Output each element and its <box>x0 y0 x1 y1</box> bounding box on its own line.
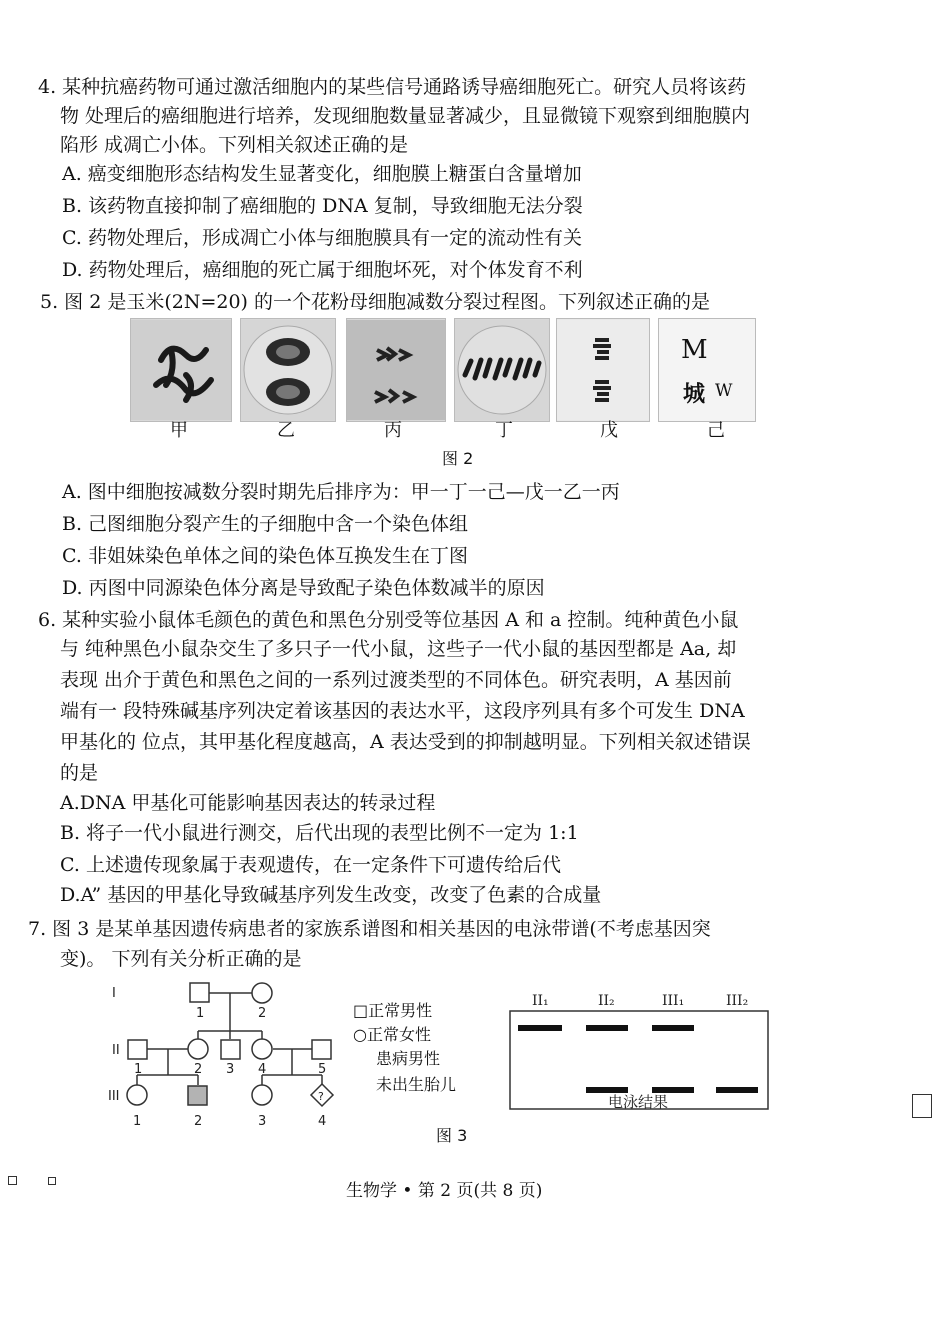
num-iii3: 3 <box>258 1114 267 1129</box>
pedigree-ii2-female <box>188 1039 208 1059</box>
legend-unborn-fetus: 未出生胎儿 <box>376 1075 457 1094</box>
q4-option-b: B. 该药物直接抑制了癌细胞的 DNA 复制，导致细胞无法分裂 <box>62 195 583 217</box>
band-iii2-bottom <box>716 1087 758 1093</box>
panel-label-yi: 乙 <box>277 420 295 441</box>
pedigree-iii2-affected-male <box>188 1086 207 1105</box>
micrograph-jia <box>130 318 232 422</box>
q7-stem-line1: 7. 图 3 是某单基因遗传病患者的家族系谱图和相关基因的电泳带谱(不考虑基因突 <box>28 918 711 940</box>
q6-stem-line2: 与 纯种黑色小鼠杂交生了多只子一代小鼠，这些子一代小鼠的基因型都是 Aa, 却 <box>60 638 737 660</box>
electrophoresis-gel <box>500 985 780 1115</box>
q4-option-a: A. 癌变细胞形态结构发生显著变化，细胞膜上糖蛋白含量增加 <box>62 163 582 185</box>
gen-label-i: I <box>112 986 116 1001</box>
q5-option-a: A. 图中细胞按减数分裂时期先后排序为：甲一丁一己—戊一乙一丙 <box>62 481 620 503</box>
q4-option-c: C. 药物处理后，形成凋亡小体与细胞膜具有一定的流动性有关 <box>62 227 582 249</box>
panel-label-ding: 丁 <box>495 420 513 441</box>
pedigree-chart <box>108 975 348 1140</box>
q4-stem-line1: 4. 某种抗癌药物可通过激活细胞内的某些信号通路诱导癌细胞死亡。研究人员将该药 <box>38 76 747 98</box>
q6-option-c: C. 上述遗传现象属于表观遗传，在一定条件下可遗传给后代 <box>60 854 561 876</box>
panel-label-ji: 己 <box>707 420 725 441</box>
band-ii2-top <box>586 1025 628 1031</box>
micrograph-ji-text-m: M <box>681 335 708 365</box>
legend-normal-female: ○正常女性 <box>353 1025 431 1044</box>
num-i2: 2 <box>258 1006 267 1021</box>
q6-option-d: D.A” 基因的甲基化导致碱基序列发生改变，改变了色素的合成量 <box>60 884 602 906</box>
gen-label-iii: III <box>108 1089 120 1104</box>
band-ii1-top <box>518 1025 562 1031</box>
fetus-question-mark: ? <box>318 1090 324 1103</box>
micrograph-yi <box>240 318 336 422</box>
page-footer: 生物学 • 第 2 页(共 8 页) <box>346 1181 543 1201</box>
micrograph-wu <box>556 318 650 422</box>
num-i1: 1 <box>196 1006 205 1021</box>
num-ii4: 4 <box>258 1062 267 1077</box>
gel-caption: 电泳结果 <box>608 1093 669 1111</box>
figure2-caption: 图 2 <box>442 449 474 468</box>
lane-label-ii1: II₁ <box>532 993 549 1009</box>
pedigree-ii1-male <box>128 1040 147 1059</box>
panel-label-jia: 甲 <box>170 420 188 441</box>
lane-label-iii1: III₁ <box>662 993 685 1009</box>
q6-option-a: A.DNA 甲基化可能影响基因表达的转录过程 <box>60 792 436 814</box>
pedigree-ii5-male <box>312 1040 331 1059</box>
num-iii2: 2 <box>194 1114 203 1129</box>
pedigree-iii1-female <box>127 1085 147 1105</box>
q5-option-b: B. 己图细胞分裂产生的子细胞中含一个染色体组 <box>62 513 469 535</box>
pedigree-i1-male <box>190 983 209 1002</box>
q6-stem-line5: 甲基化的 位点，其甲基化程度越高，A 表达受到的抑制越明显。下列相关叙述错误 <box>60 731 751 753</box>
num-ii3: 3 <box>226 1062 235 1077</box>
q4-stem-line3: 陷形 成凋亡小体。下列相关叙述正确的是 <box>60 134 409 156</box>
micrograph-bing <box>346 318 446 422</box>
margin-box-mark <box>912 1094 932 1118</box>
q4-option-d: D. 药物处理后，癌细胞的死亡属于细胞坏死，对个体发育不利 <box>62 259 583 281</box>
q7-stem-line2: 变)。 下列有关分析正确的是 <box>60 948 302 970</box>
pedigree-ii4-female <box>252 1039 272 1059</box>
num-ii1: 1 <box>134 1062 143 1077</box>
micrograph-ji-text-cheng: 城 <box>683 381 706 407</box>
micrograph-ding <box>454 318 550 422</box>
gen-label-ii: II <box>112 1043 120 1058</box>
num-iii1: 1 <box>133 1114 142 1129</box>
q4-stem-line2: 物 处理后的癌细胞进行培养，发现细胞数量显著减少，且显微镜下观察到细胞膜内 <box>60 105 751 127</box>
num-ii5: 5 <box>318 1062 327 1077</box>
legend-affected-male: 患病男性 <box>376 1049 441 1068</box>
q5-option-c: C. 非姐妹染色单体之间的染色体互换发生在丁图 <box>62 545 468 567</box>
legend-normal-male: □正常男性 <box>353 1001 433 1020</box>
lane-label-ii2: II₂ <box>598 993 615 1009</box>
band-iii1-top <box>652 1025 694 1031</box>
micrograph-ji <box>658 318 756 422</box>
num-iii4: 4 <box>318 1114 327 1129</box>
lane-label-iii2: III₂ <box>726 993 749 1009</box>
q6-stem-line6: 的是 <box>60 762 99 784</box>
q6-option-b: B. 将子一代小鼠进行测交，后代出现的表型比例不一定为 1:1 <box>60 822 579 844</box>
pedigree-ii3-male <box>221 1040 240 1059</box>
pedigree-i2-female <box>252 983 272 1003</box>
panel-label-bing: 丙 <box>384 420 402 441</box>
figure3-caption: 图 3 <box>436 1126 468 1145</box>
footer-mark-left2 <box>48 1177 56 1185</box>
q6-stem-line4: 端有一 段特殊碱基序列决定着该基因的表达水平，这段序列具有多个可发生 DNA <box>60 700 745 722</box>
q6-stem-line1: 6. 某种实验小鼠体毛颜色的黄色和黑色分别受等位基因 A 和 a 控制。纯种黄色小鼠 <box>38 609 739 631</box>
micrograph-ji-text-w: W <box>715 381 733 401</box>
q5-option-d: D. 丙图中同源染色体分离是导致配子染色体数减半的原因 <box>62 577 545 599</box>
q5-stem: 5. 图 2 是玉米(2N=20) 的一个花粉母细胞减数分裂过程图。下列叙述正确的是 <box>40 291 711 313</box>
num-ii2: 2 <box>194 1062 203 1077</box>
pedigree-iii3-female <box>252 1085 272 1105</box>
panel-label-wu: 戊 <box>600 420 618 441</box>
q6-stem-line3: 表现 出介于黄色和黑色之间的一系列过渡类型的不同体色。研究表明，A 基因前 <box>60 669 732 691</box>
footer-mark-left <box>8 1176 17 1185</box>
